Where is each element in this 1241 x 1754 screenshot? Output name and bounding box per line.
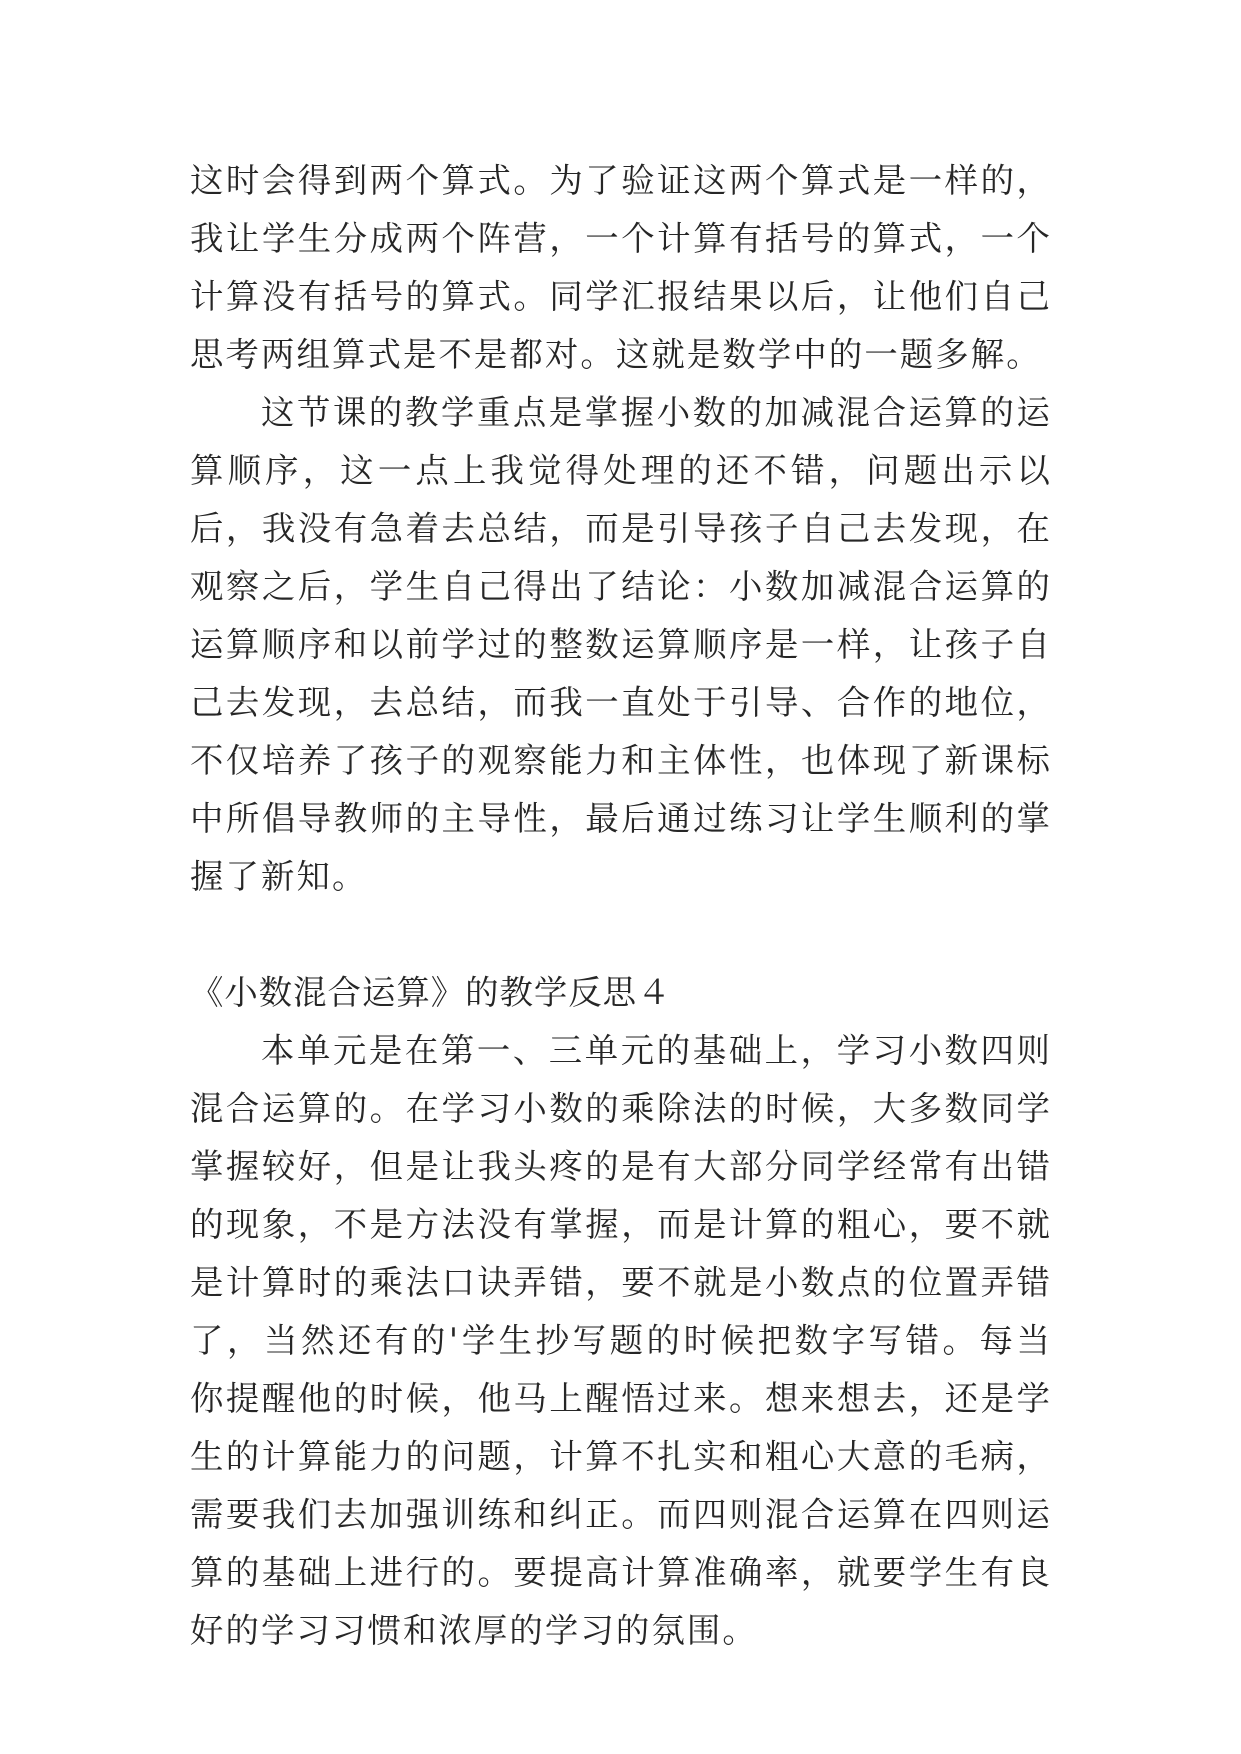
paragraph-teaching-focus: 这节课的教学重点是掌握小数的加减混合运算的运算顺序，这一点上我觉得处理的还不错，问题出示以后，我没有急着去总结，而是引导孩子自己去发现，在观察之后，学生自己得出了结论：小数加减混合运算的运算顺序和以前学过的整数运算顺序是一样，让孩子自己去发现，去总结，而我一直处于引导、合作的地位，不仅培养了孩子的观察能力和主体性，也体现了新课标中所倡导教师的主导性，最后通过练习让学生顺利的掌握了新知。 xyxy=(190,393,1052,896)
document-body xyxy=(190,152,1052,1660)
paragraph-unit-reflection: 本单元是在第一、三单元的基础上，学习小数四则混合运算的。在学习小数的乘除法的时候，大多数同学掌握较好，但是让我头疼的是有大部分同学经常有出错的现象，不是方法没有掌握，而是计算的粗心，要不就是计算时的乘法口诀弄错，要不就是小数点的位置弄错了，当然还有的'学生抄写题的时候把数字写错。每当你提醒他的时候，他马上醒悟过来。想来想去，还是学生的计算能力的问题，计算不扎实和粗心大意的毛病，需要我们去加强训练和纠正。而四则混合运算在四则运算的基础上进行的。要提高计算准确率，就要学生有良好的学习习惯和浓厚的学习的氛围。 xyxy=(190,1031,1052,1650)
section-heading: 《小数混合运算》的教学反思４ xyxy=(190,973,672,1012)
paragraph-continuation: 这时会得到两个算式。为了验证这两个算式是一样的，我让学生分成两个阵营，一个计算有括号的算式，一个计算没有括号的算式。同学汇报结果以后，让他们自己思考两组算式是不是都对。这就是数学中的一题多解。 xyxy=(190,161,1052,374)
paragraph-spacer xyxy=(190,906,1052,964)
